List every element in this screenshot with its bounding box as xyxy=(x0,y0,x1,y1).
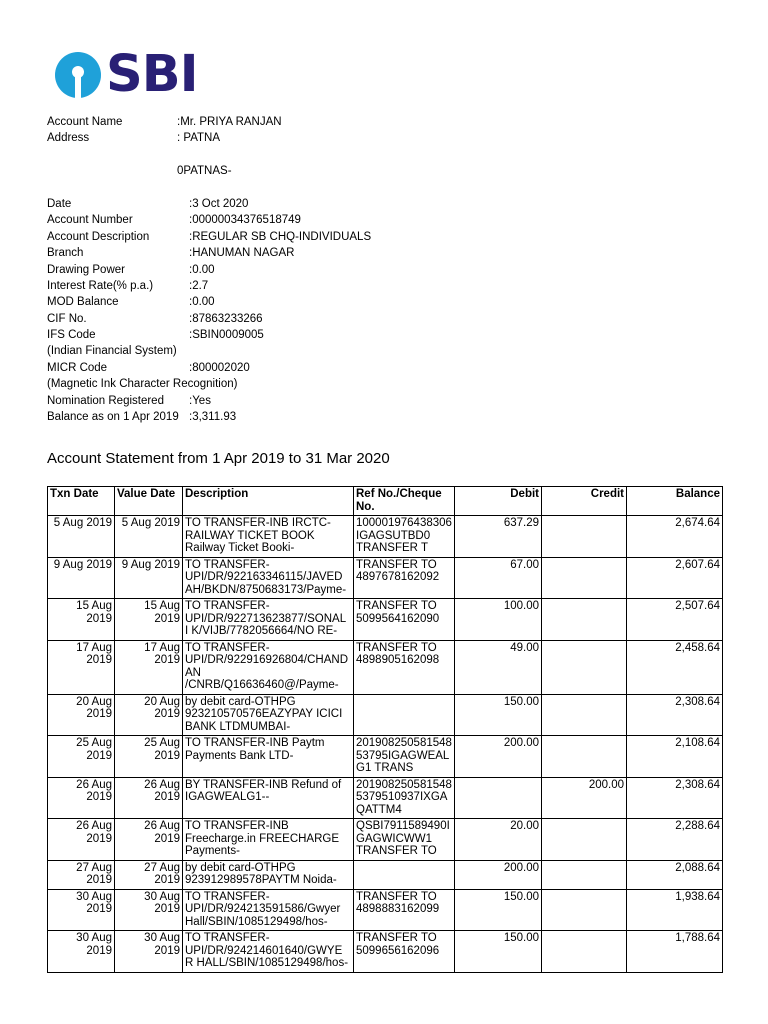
account-field-value: :3 Oct 2020 xyxy=(189,197,249,210)
table-cell: 15 Aug 2019 xyxy=(48,599,115,641)
table-cell: 30 Aug 2019 xyxy=(48,889,115,931)
table-cell: QSBI7911589490IGAGWICWW1 TRANSFER TO xyxy=(354,819,455,861)
column-header: Ref No./Cheque No. xyxy=(354,487,455,516)
column-header: Debit xyxy=(455,487,542,516)
account-field-value: :0.00 xyxy=(189,263,215,276)
account-field-value: :2.7 xyxy=(189,279,209,292)
table-cell: by debit card-OTHPG 923912989578PAYTM Noida- xyxy=(183,860,354,889)
table-cell: TO TRANSFER-UPI/DR/924214601640/GWYE R HALL/SBIN/1085129498/hos- xyxy=(183,931,354,973)
column-header: Balance xyxy=(627,487,723,516)
table-cell: TO TRANSFER-INB Paytm Payments Bank LTD- xyxy=(183,736,354,778)
table-cell: 5 Aug 2019 xyxy=(115,516,183,558)
column-header: Txn Date xyxy=(48,487,115,516)
column-header: Credit xyxy=(542,487,627,516)
table-cell: 15 Aug 2019 xyxy=(115,599,183,641)
table-cell: 2,674.64 xyxy=(627,516,723,558)
sbi-keyhole-icon xyxy=(55,52,101,98)
account-field-value: :800002020 xyxy=(189,361,250,374)
table-cell: TRANSFER TO 4898883162099 xyxy=(354,889,455,931)
table-cell: TO TRANSFER-INB Freecharge.in FREECHARGE Payments- xyxy=(183,819,354,861)
table-cell: 637.29 xyxy=(455,516,542,558)
account-field-label: Account Number xyxy=(47,214,133,227)
table-row xyxy=(48,860,723,889)
account-field-value: :Mr. PRIYA RANJAN xyxy=(177,116,282,128)
table-cell: 67.00 xyxy=(455,557,542,599)
account-field-label: (Indian Financial System) xyxy=(47,345,177,358)
table-cell: 17 Aug 2019 xyxy=(48,640,115,694)
table-cell: BY TRANSFER-INB Refund of IGAGWEALG1-- xyxy=(183,777,354,819)
account-field-label: Account Name xyxy=(47,116,123,128)
table-row xyxy=(48,557,723,599)
account-field-label: CIF No. xyxy=(47,312,87,325)
account-field-label: Nomination Registered xyxy=(47,394,164,407)
table-cell xyxy=(542,694,627,736)
table-cell: 30 Aug 2019 xyxy=(48,931,115,973)
table-cell: TO TRANSFER-UPI/DR/922916926804/CHAND AN /CNRB/Q16636460@/Payme- xyxy=(183,640,354,694)
account-field-label: MICR Code xyxy=(47,361,108,374)
table-row xyxy=(48,931,723,973)
table-cell: 49.00 xyxy=(455,640,542,694)
table-cell: 20 Aug 2019 xyxy=(115,694,183,736)
account-field-value: :87863233266 xyxy=(189,312,263,325)
table-cell xyxy=(542,640,627,694)
table-cell: 2,108.64 xyxy=(627,736,723,778)
table-cell: 9 Aug 2019 xyxy=(48,557,115,599)
table-cell: 150.00 xyxy=(455,889,542,931)
account-field-value: :0.00 xyxy=(189,296,215,309)
table-cell: TRANSFER TO 5099564162090 xyxy=(354,599,455,641)
table-cell: 25 Aug 2019 xyxy=(48,736,115,778)
table-cell: 2019082505815485379510937IXGA QATTM4 xyxy=(354,777,455,819)
table-cell: 2,607.64 xyxy=(627,557,723,599)
account-field-value: :REGULAR SB CHQ-INDIVIDUALS xyxy=(189,230,372,243)
table-cell xyxy=(354,860,455,889)
table-cell xyxy=(542,516,627,558)
table-cell: 2,088.64 xyxy=(627,860,723,889)
table-cell: 2,308.64 xyxy=(627,777,723,819)
column-header: Description xyxy=(183,487,354,516)
table-cell: 20.00 xyxy=(455,819,542,861)
table-cell: 2,458.64 xyxy=(627,640,723,694)
account-field-label: Interest Rate(% p.a.) xyxy=(47,279,154,292)
transactions-table xyxy=(47,486,723,973)
table-body xyxy=(48,516,723,973)
table-cell xyxy=(542,599,627,641)
account-field-label: (Magnetic Ink Character Recognition) xyxy=(47,378,238,391)
account-field-label: Address xyxy=(47,132,90,145)
account-field-label: MOD Balance xyxy=(47,296,119,309)
table-cell: TO TRANSFER-INB IRCTC-RAILWAY TICKET BOOK Railway Ticket Booki- xyxy=(183,516,354,558)
table-cell: 2,288.64 xyxy=(627,819,723,861)
table-cell: 1,938.64 xyxy=(627,889,723,931)
table-header-row xyxy=(48,487,723,516)
account-field-label: Account Description xyxy=(47,230,150,243)
account-field-label: Drawing Power xyxy=(47,263,125,276)
table-cell xyxy=(455,777,542,819)
table-cell: TO TRANSFER-UPI/DR/924213591586/Gwyer Hall/SBIN/1085129498/hos- xyxy=(183,889,354,931)
account-field-label: Branch xyxy=(47,247,84,260)
table-cell: 2,507.64 xyxy=(627,599,723,641)
table-row xyxy=(48,777,723,819)
table-cell: 17 Aug 2019 xyxy=(115,640,183,694)
account-field-value: :HANUMAN NAGAR xyxy=(189,247,295,260)
statement-title: Account Statement from 1 Apr 2019 to 31 Mar 2020 xyxy=(47,450,390,467)
table-cell: 26 Aug 2019 xyxy=(115,777,183,819)
table-row xyxy=(48,889,723,931)
account-field-value: :00000034376518749 xyxy=(189,214,301,227)
table-cell xyxy=(542,557,627,599)
table-cell: 100001976438306 IGAGSUTBD0 TRANSFER T xyxy=(354,516,455,558)
table-row xyxy=(48,640,723,694)
sbi-logo xyxy=(55,45,198,104)
table-cell: 27 Aug 2019 xyxy=(48,860,115,889)
table-cell xyxy=(542,819,627,861)
table-cell: TO TRANSFER-UPI/DR/922713623877/SONAL I K/VIJB/7782056664/NO RE- xyxy=(183,599,354,641)
table-cell: TO TRANSFER-UPI/DR/922163346115/JAVED AH/BKDN/8750683173/Payme- xyxy=(183,557,354,599)
table-cell: 2,308.64 xyxy=(627,694,723,736)
column-header: Value Date xyxy=(115,487,183,516)
table-cell: 26 Aug 2019 xyxy=(48,819,115,861)
table-cell xyxy=(354,694,455,736)
table-cell: 27 Aug 2019 xyxy=(115,860,183,889)
table-cell: 30 Aug 2019 xyxy=(115,931,183,973)
table-cell: 25 Aug 2019 xyxy=(115,736,183,778)
table-cell: 26 Aug 2019 xyxy=(48,777,115,819)
table-cell: by debit card-OTHPG 923210570576EAZYPAY ICICI BANK LTDMUMBAI- xyxy=(183,694,354,736)
table-cell: 30 Aug 2019 xyxy=(115,889,183,931)
table-cell: TRANSFER TO 5099656162096 xyxy=(354,931,455,973)
account-field-value: :Yes xyxy=(189,394,211,407)
table-cell: 9 Aug 2019 xyxy=(115,557,183,599)
table-cell: 100.00 xyxy=(455,599,542,641)
table-cell xyxy=(542,860,627,889)
account-field-label: IFS Code xyxy=(47,329,96,342)
table-row xyxy=(48,694,723,736)
table-cell: 1,788.64 xyxy=(627,931,723,973)
table-row xyxy=(48,736,723,778)
table-cell xyxy=(542,931,627,973)
table-cell: TRANSFER TO 4898905162098 xyxy=(354,640,455,694)
table-cell: 150.00 xyxy=(455,931,542,973)
table-cell: TRANSFER TO 4897678162092 xyxy=(354,557,455,599)
table-cell xyxy=(542,736,627,778)
table-cell xyxy=(542,889,627,931)
account-field-value: :SBIN0009005 xyxy=(189,329,264,342)
account-field-label: Date xyxy=(47,197,72,210)
account-field-value: 0PATNAS- xyxy=(177,165,232,178)
table-cell: 20190825058154853795IGAGWEAL G1 TRANS xyxy=(354,736,455,778)
account-field-label: Balance as on 1 Apr 2019 xyxy=(47,411,179,424)
account-field-value: :3,311.93 xyxy=(189,411,237,424)
account-field-value: : PATNA xyxy=(177,132,221,145)
table-row xyxy=(48,516,723,558)
table-cell: 26 Aug 2019 xyxy=(115,819,183,861)
brand-name: SBI xyxy=(106,45,198,104)
table-cell: 150.00 xyxy=(455,694,542,736)
table-cell: 200.00 xyxy=(455,736,542,778)
table-cell: 5 Aug 2019 xyxy=(48,516,115,558)
table-cell: 200.00 xyxy=(542,777,627,819)
table-row xyxy=(48,819,723,861)
table-cell: 200.00 xyxy=(455,860,542,889)
table-cell: 20 Aug 2019 xyxy=(48,694,115,736)
table-row xyxy=(48,599,723,641)
